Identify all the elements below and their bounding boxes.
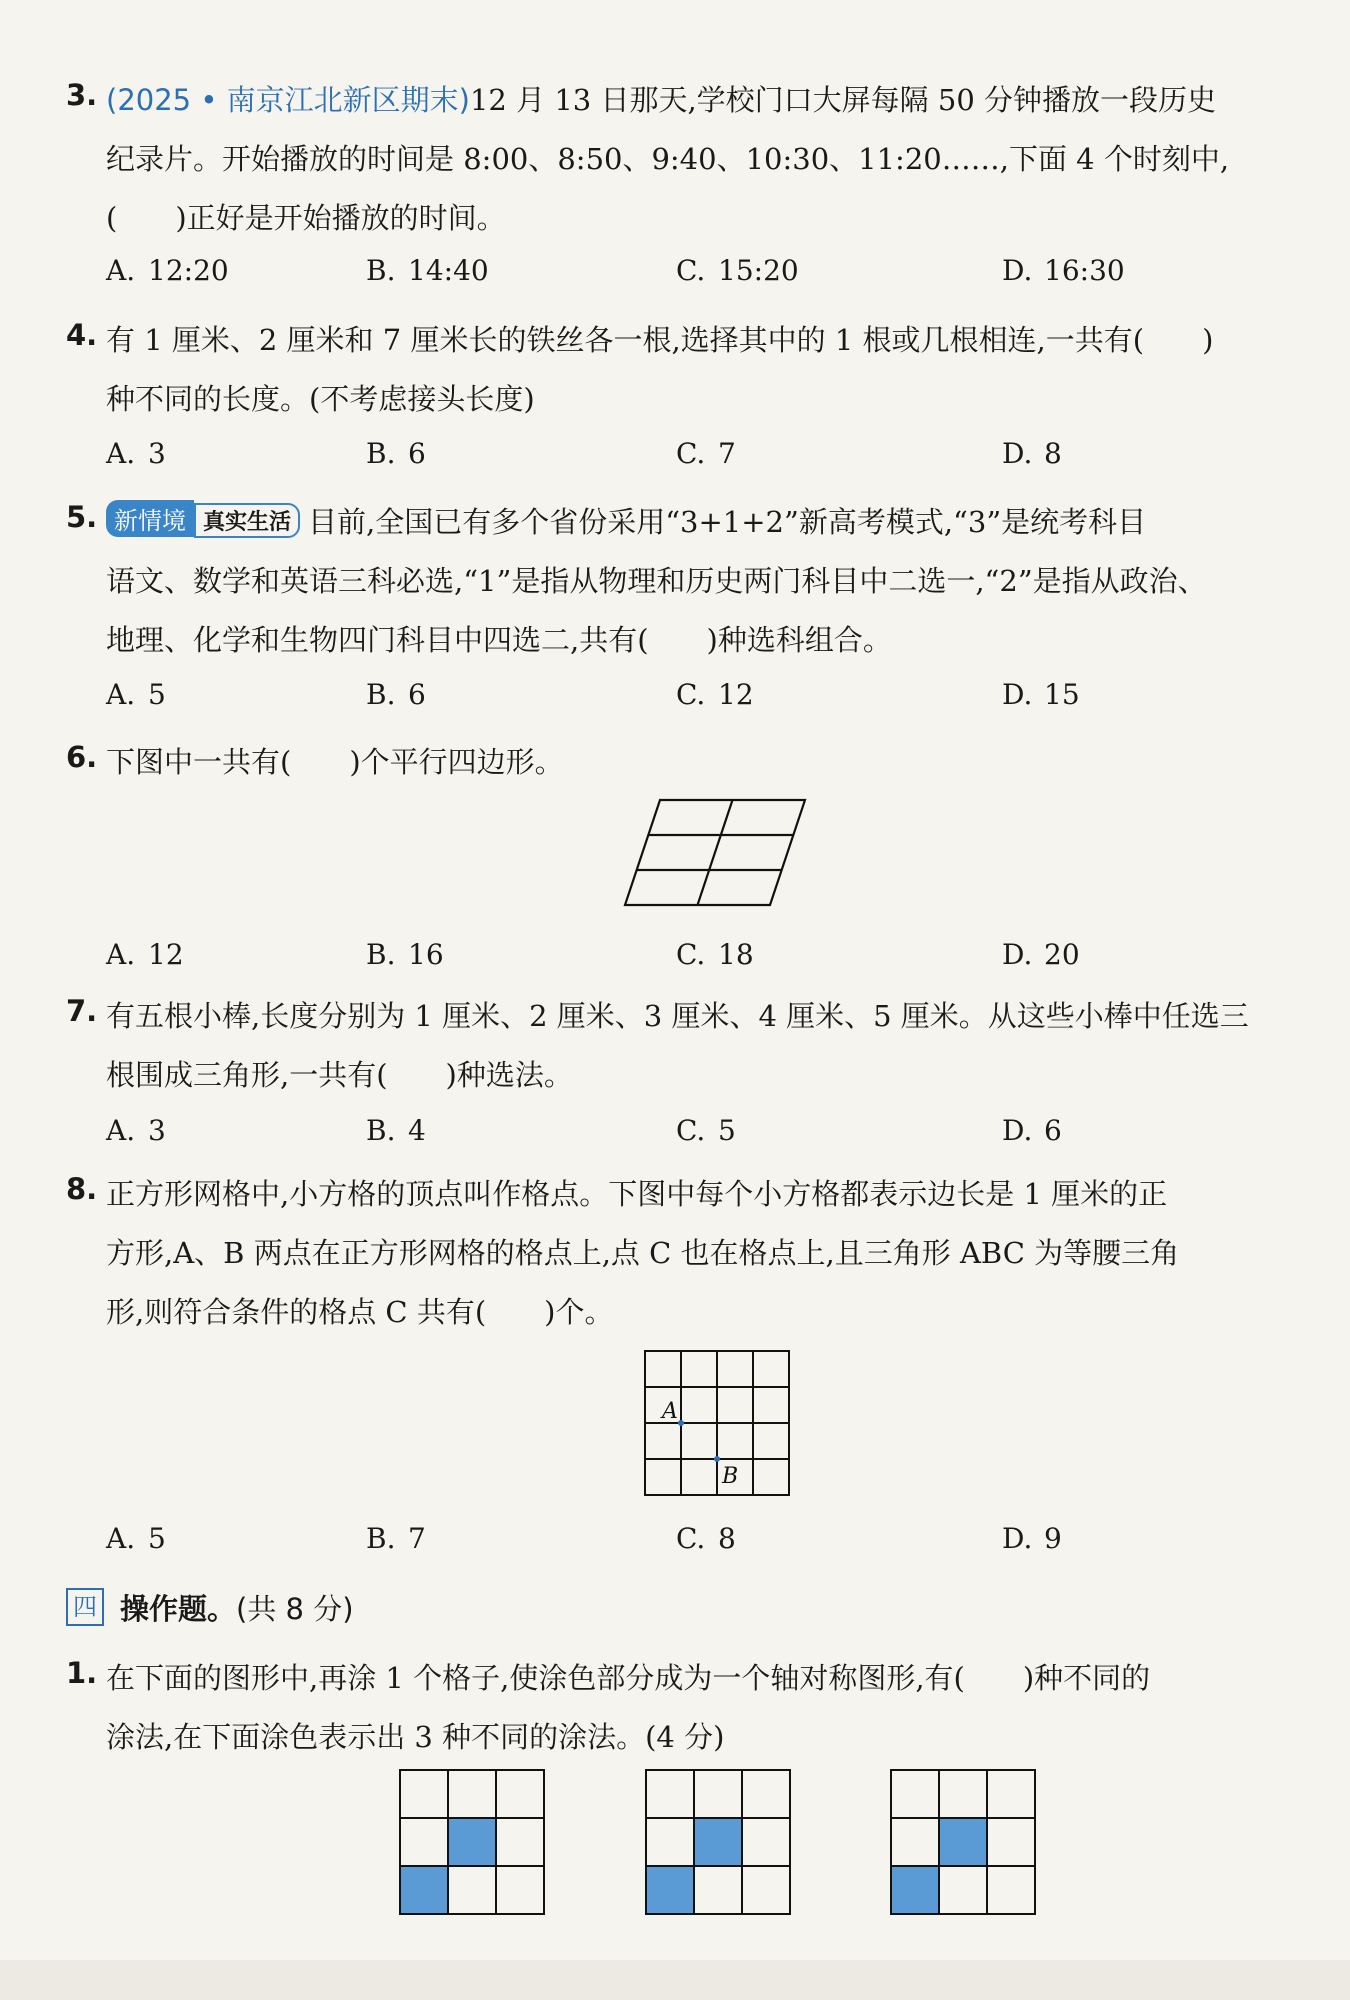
- question-line: 新情境 真实生活 目前,全国已有多个省份采用“3+1+2”新高考模式,“3”是统考科目: [106, 500, 1146, 541]
- option-a[interactable]: A. 3: [106, 1114, 166, 1147]
- question-line: (2025 • 南京江北新区期末)12 月 13 日那天,学校门口大屏每隔 50 分钟播放一段历史: [106, 83, 1216, 117]
- options-row: [106, 678, 1336, 718]
- option-a[interactable]: A. 5: [106, 678, 166, 711]
- option-c[interactable]: C. 18: [676, 938, 754, 971]
- option-b[interactable]: B. 6: [366, 437, 426, 470]
- options-row: [106, 1522, 1336, 1562]
- question-line: 涂法,在下面涂色表示出 3 种不同的涂法。(4 分): [106, 1720, 725, 1754]
- option-d[interactable]: D. 6: [1002, 1114, 1062, 1147]
- shaded-cell: [939, 1818, 987, 1866]
- question-number: 7.: [66, 994, 98, 1028]
- question-line: 正方形网格中,小方格的顶点叫作格点。下图中每个小方格都表示边长是 1 厘米的正: [106, 1177, 1168, 1211]
- options-row: [106, 437, 1336, 477]
- question-line: 形,则符合条件的格点 C 共有( )个。: [106, 1295, 614, 1329]
- tag-real-life: 真实生活: [194, 503, 300, 538]
- option-b[interactable]: B. 4: [366, 1114, 426, 1147]
- question-number: 5.: [66, 500, 98, 534]
- option-b[interactable]: B. 16: [366, 938, 444, 971]
- shaded-cell: [646, 1866, 694, 1914]
- question-line: 根围成三角形,一共有( )种选法。: [106, 1058, 573, 1092]
- option-b[interactable]: B. 14:40: [366, 254, 489, 287]
- option-d[interactable]: D. 16:30: [1002, 254, 1125, 287]
- question-line: 种不同的长度。(不考虑接头长度): [106, 382, 535, 416]
- question-line: 有 1 厘米、2 厘米和 7 厘米长的铁丝各一根,选择其中的 1 根或几根相连,一共有( ): [106, 323, 1214, 357]
- option-b[interactable]: B. 7: [366, 1522, 426, 1555]
- point-b-label: B: [722, 1464, 739, 1489]
- option-c[interactable]: C. 12: [676, 678, 754, 711]
- options-row: [106, 254, 1336, 294]
- option-d[interactable]: D. 15: [1002, 678, 1080, 711]
- coloring-grid-3[interactable]: [889, 1768, 1039, 1918]
- point-a: [678, 1420, 684, 1426]
- point-a-label: A: [662, 1399, 678, 1424]
- question-line: 方形,A、B 两点在正方形网格的格点上,点 C 也在格点上,且三角形 ABC 为等腰三角: [106, 1236, 1180, 1270]
- option-d[interactable]: D. 9: [1002, 1522, 1062, 1555]
- options-row: [106, 938, 1336, 978]
- question-number: 8.: [66, 1172, 98, 1206]
- point-b: [714, 1456, 720, 1462]
- option-c[interactable]: C. 15:20: [676, 254, 799, 287]
- parallelogram-figure: [620, 795, 820, 915]
- option-a[interactable]: A. 5: [106, 1522, 166, 1555]
- shaded-cell: [694, 1818, 742, 1866]
- question-line: 纪录片。开始播放的时间是 8:00、8:50、9:40、10:30、11:20……,下面 4 个时刻中,: [106, 142, 1230, 176]
- option-b[interactable]: B. 6: [366, 678, 426, 711]
- section-badge: 四: [66, 1588, 104, 1626]
- coloring-grid-1[interactable]: [398, 1768, 548, 1918]
- question-line: ( )正好是开始播放的时间。: [106, 201, 506, 235]
- option-c[interactable]: C. 5: [676, 1114, 736, 1147]
- question-number: 3.: [66, 78, 98, 112]
- section-title: 操作题。(共 8 分): [120, 1592, 354, 1626]
- question-line: 下图中一共有( )个平行四边形。: [106, 745, 564, 779]
- section-points: (共 8 分): [236, 1592, 354, 1626]
- option-c[interactable]: C. 8: [676, 1522, 736, 1555]
- option-c[interactable]: C. 7: [676, 437, 736, 470]
- shaded-cell: [400, 1866, 448, 1914]
- option-a[interactable]: A. 12:20: [106, 254, 229, 287]
- option-d[interactable]: D. 20: [1002, 938, 1080, 971]
- option-a[interactable]: A. 3: [106, 437, 166, 470]
- square-grid-figure: [643, 1349, 793, 1499]
- option-d[interactable]: D. 8: [1002, 437, 1062, 470]
- shaded-cell: [448, 1818, 496, 1866]
- question-number: 6.: [66, 740, 98, 774]
- page-bottom-edge: [0, 1960, 1350, 2000]
- tag-new-context: 新情境: [106, 500, 194, 537]
- question-line: 有五根小棒,长度分别为 1 厘米、2 厘米、3 厘米、4 厘米、5 厘米。从这些小棒中任选三: [106, 999, 1249, 1033]
- shaded-cell: [891, 1866, 939, 1914]
- coloring-grid-2[interactable]: [644, 1768, 794, 1918]
- question-line: 在下面的图形中,再涂 1 个格子,使涂色部分成为一个轴对称图形,有( )种不同的: [106, 1661, 1151, 1695]
- options-row: [106, 1114, 1336, 1154]
- option-a[interactable]: A. 12: [106, 938, 184, 971]
- question-number: 4.: [66, 318, 98, 352]
- question-line: 地理、化学和生物四门科目中四选二,共有( )种选科组合。: [106, 623, 892, 657]
- grid-line: [698, 800, 733, 905]
- question-line: 语文、数学和英语三科必选,“1”是指从物理和历史两门科目中二选一,“2”是指从政治、: [106, 564, 1207, 598]
- question-number: 1.: [66, 1656, 98, 1690]
- question-source: (2025 • 南京江北新区期末): [106, 83, 470, 117]
